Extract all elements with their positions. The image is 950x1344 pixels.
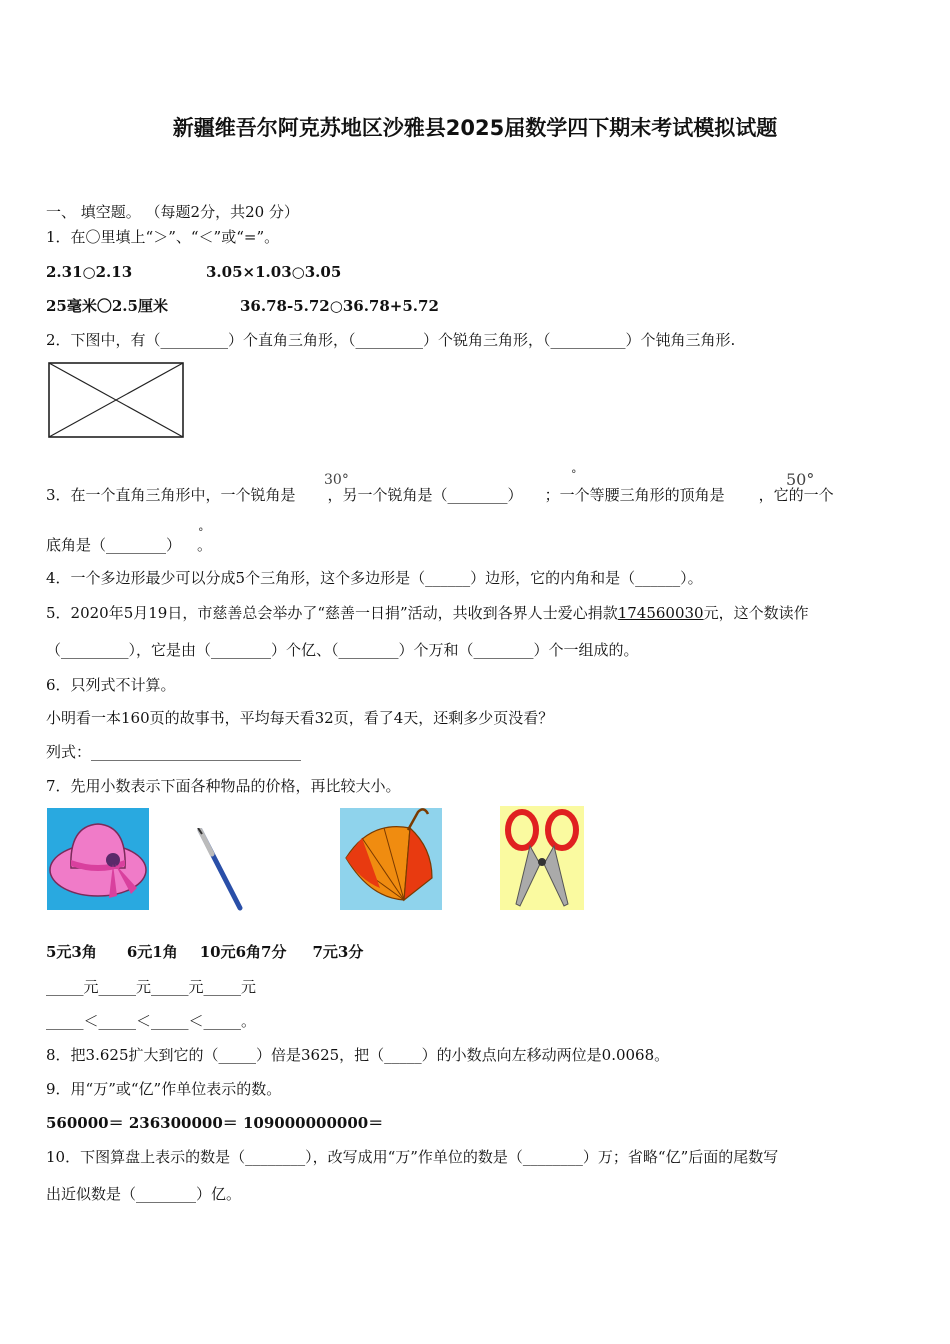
question-8: 8．把3.625扩大到它的（_____）倍是3625，把（_____）的小数点向左移动两位是0.0068。 [46, 1046, 670, 1064]
q3-degree-mark-2: ° [198, 526, 204, 539]
q3-part-4: ，它的一个 [758, 486, 834, 504]
q1-item-2: 3.05×1.03○3.05 [206, 263, 342, 281]
rectangle-diagram [46, 360, 188, 442]
question-6: 6．只列式不计算。 [46, 676, 176, 694]
question-10-line-2: 出近似数是（________）亿。 [46, 1185, 242, 1203]
hat-picture [47, 808, 149, 910]
question-5-line-1 [46, 603, 809, 623]
question-10-line-1: 10．下图算盘上表示的数是（________），改写成用“万”作单位的数是（________）万；省略“亿”后面的尾数写 [46, 1148, 779, 1166]
q3-part-3: ；一个等腰三角形的顶角是 [544, 486, 725, 504]
q1-item-4: 36.78-5.72○36.78+5.72 [240, 297, 439, 315]
q1-item-1: 2.31○2.13 [46, 263, 133, 281]
question-9: 9．用“万”或“亿”作单位表示的数。 [46, 1080, 282, 1098]
q7-price-4: 7元3分 [312, 943, 364, 961]
q7-compare: _____＜_____＜_____＜_____。 [46, 1012, 257, 1030]
q7-blanks: _____元_____元_____元_____元 [46, 978, 257, 996]
q6-problem: 小明看一本160页的故事书，平均每天看32页，看了4天，还剩多少页没看？ [46, 709, 554, 727]
question-7: 7．先用小数表示下面各种物品的价格，再比较大小。 [46, 777, 401, 795]
q1-item-3: 25毫米〇2.5厘米 [46, 297, 168, 315]
section-heading: 一、 填空题。 （每题2分，共20 分） [46, 203, 299, 221]
pen-picture [190, 828, 250, 912]
q3-angle-2: 50° [786, 470, 815, 489]
q3-part-2: ，另一个锐角是（________） [327, 486, 523, 504]
q3-line-2-end: 。 [197, 536, 213, 554]
q7-price-2: 6元1角 [126, 943, 178, 961]
q9-items: 560000＝ 236300000＝ 109000000000＝ [46, 1114, 384, 1132]
question-2: 2．下图中，有（_________）个直角三角形，（_________）个锐角三角形，（__________）个钝角三角形. [46, 331, 736, 349]
question-1: 1．在〇里填上“＞”、“＜”或“=”。 [46, 228, 280, 246]
q5-part-1: 5．2020年5月19日，市慈善总会举办了“慈善一日捐”活动，共收到各界人士爱心捐款 [46, 604, 618, 622]
q5-part-2: 元，这个数读作 [703, 604, 809, 622]
q5-number: 174560030 [617, 604, 704, 622]
umbrella-picture [340, 808, 442, 910]
q7-price-1: 5元3角 [46, 943, 97, 961]
question-3-line-2 [46, 535, 212, 555]
q6-answer: 列式：____________________________ [46, 743, 302, 761]
q3-line-2: 底角是（________） [46, 536, 182, 554]
q3-angle-1: 30° [324, 472, 349, 488]
question-4: 4．一个多边形最少可以分成5个三角形，这个多边形是（______）边形，它的内角和是（______）。 [46, 569, 703, 587]
q3-part-1: 3．在一个直角三角形中，一个锐角是 [46, 486, 296, 504]
q7-price-3: 10元6角7分 [199, 943, 287, 961]
question-5-line-2: （_________），它是由（________）个亿、（________）个万和（________）个一组成的。 [46, 641, 639, 659]
q3-degree-mark: ° [571, 468, 577, 481]
question-3-line-1 [46, 485, 834, 505]
page-title: 新疆维吾尔阿克苏地区沙雅县2025届数学四下期末考试模拟试题 [172, 116, 778, 140]
scissors-picture [500, 806, 584, 910]
q7-prices [46, 942, 363, 962]
